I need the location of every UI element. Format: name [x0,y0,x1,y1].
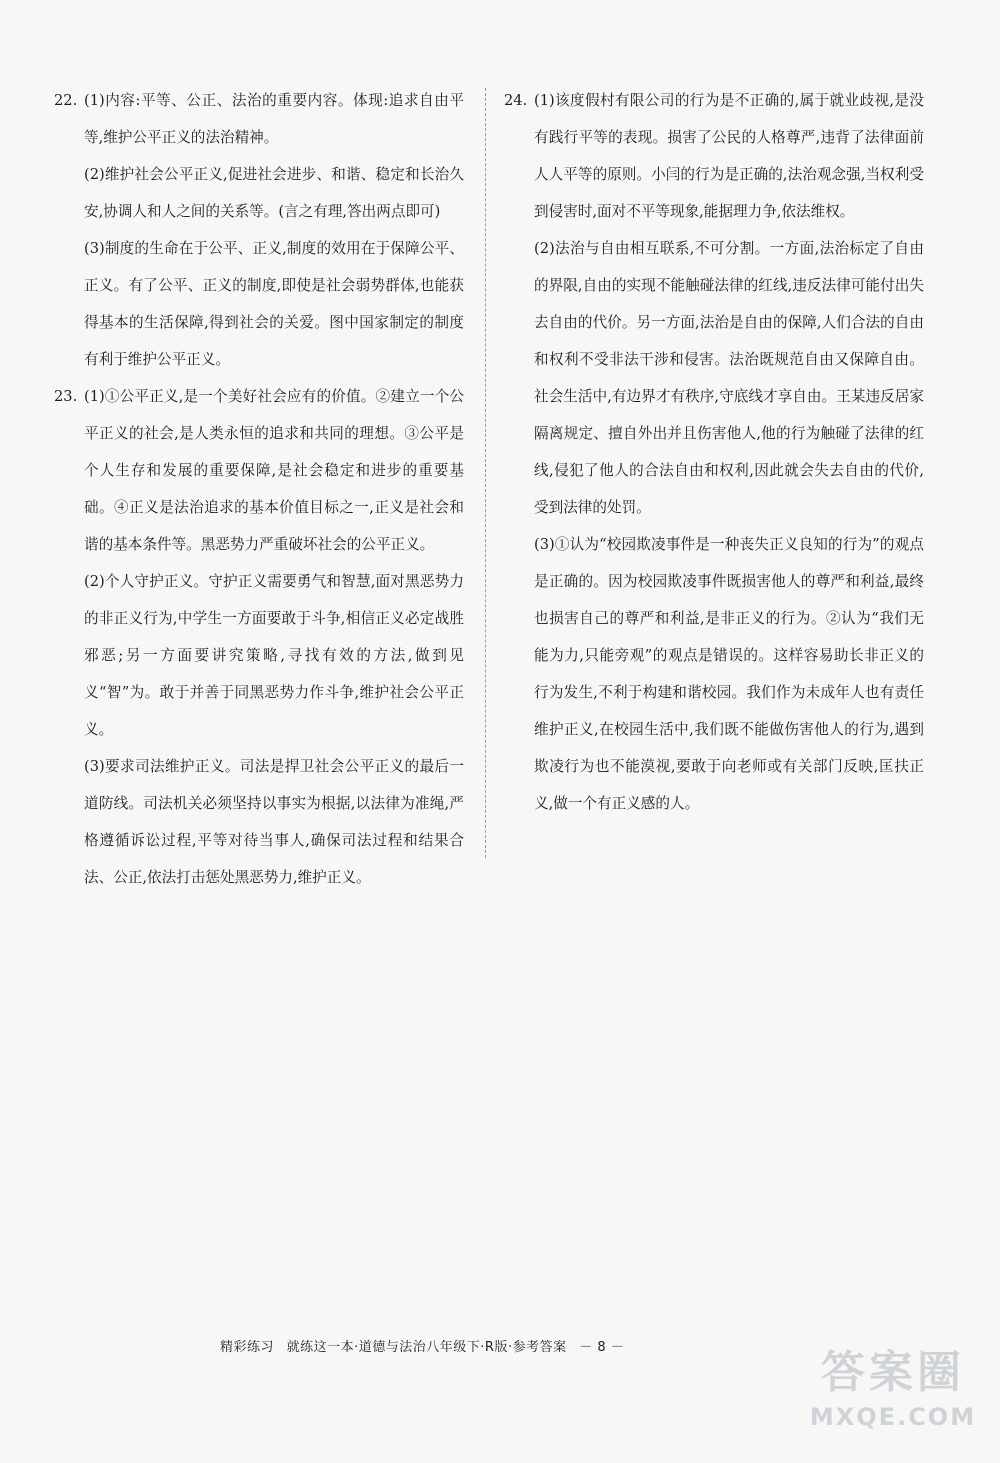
page-footer [220,1336,740,1355]
answer-part-3: (3)①认为“校园欺凌事件是一种丧失正义良知的行为”的观点是正确的。因为校园欺凌事件既损害他人的尊严和利益,最终也损害自己的尊严和利益,是非正义的行为。②认为“我们无能为力,只能旁观”的观点是错误的。这样容易助长非正义的行为发生,不利于构建和谐校园。我们作为未成年人也有责任维护正义,在校园生活中,我们既不能做伤害他人的行为,遇到欺凌行为也不能漠视,要敢于向老师或有关部门反映,匡扶正义,做一个有正义感的人。 [534,536,924,812]
left-column [54,82,464,896]
answer-part-2: (2)个人守护正义。守护正义需要勇气和智慧,面对黑恶势力的非正义行为,中学生一方面要敢于斗争,相信正义必定战胜邪恶;另一方面要讲究策略,寻找有效的方法,做到见义“智”为。敢于并善于同黑恶势力作斗争,维护社会公平正义。 [84,573,464,738]
column-divider [485,88,486,858]
question-number: 22. [54,92,78,109]
question-number: 23. [54,388,78,405]
question-23 [54,378,464,896]
answer-part-1: (1)内容:平等、公正、法治的重要内容。体现:追求自由平等,维护公平正义的法治精神。 [84,92,464,146]
answer-part-1: (1)①公平正义,是一个美好社会应有的价值。②建立一个公平正义的社会,是人类永恒的追求和共同的理想。③公平是个人生存和发展的重要保障,是社会稳定和进步的重要基础。④正义是法治追求的基本价值目标之一,正义是社会和谐的基本条件等。黑恶势力严重破坏社会的公平正义。 [84,388,464,553]
watermark-text: 答案圈 [821,1347,965,1398]
footer-book-title: 就练这一本·道德与法治八年级下·R版·参考答案 [286,1340,567,1355]
answer-part-2: (2)法治与自由相互联系,不可分割。一方面,法治标定了自由的界限,自由的实现不能触碰法律的红线,违反法律可能付出失去自由的代价。另一方面,法治是自由的保障,人们合法的自由和权利不受非法干涉和侵害。法治既规范自由又保障自由。社会生活中,有边界才有秩序,守底线才享自由。王某违反居家隔离规定、擅自外出并且伤害他人,他的行为触碰了法律的红线,侵犯了他人的合法自由和权利,因此就会失去自由的代价,受到法律的处罚。 [534,240,924,516]
question-number: 24. [504,92,528,109]
answer-part-2: (2)维护社会公平正义,促进社会进步、和谐、稳定和长治久安,协调人和人之间的关系等。(言之有理,答出两点即可) [84,166,464,220]
question-22 [54,82,464,378]
right-column [504,82,924,822]
footer-page-number: － 8 － [579,1340,625,1355]
watermark-url: MXQE.COM [809,1403,977,1431]
answer-part-3: (3)要求司法维护正义。司法是捍卫社会公平正义的最后一道防线。司法机关必须坚持以事实为根据,以法律为准绳,严格遵循诉讼过程,平等对待当事人,确保司法过程和结果合法、公正,依法打击惩处黑恶势力,维护正义。 [84,758,464,886]
question-24 [504,82,924,822]
watermark-logo [798,1343,988,1453]
answer-part-3: (3)制度的生命在于公平、正义,制度的效用在于保障公平、正义。有了公平、正义的制度,即使是社会弱势群体,也能获得基本的生活保障,得到社会的关爱。图中国家制定的制度有利于维护公平正义。 [84,240,464,368]
footer-series: 精彩练习 [220,1340,275,1355]
answer-part-1: (1)该度假村有限公司的行为是不正确的,属于就业歧视,是没有践行平等的表现。损害了公民的人格尊严,违背了法律面前人人平等的原则。小闫的行为是正确的,法治观念强,当权利受到侵害时,面对不平等现象,能据理力争,依法维权。 [534,92,924,220]
